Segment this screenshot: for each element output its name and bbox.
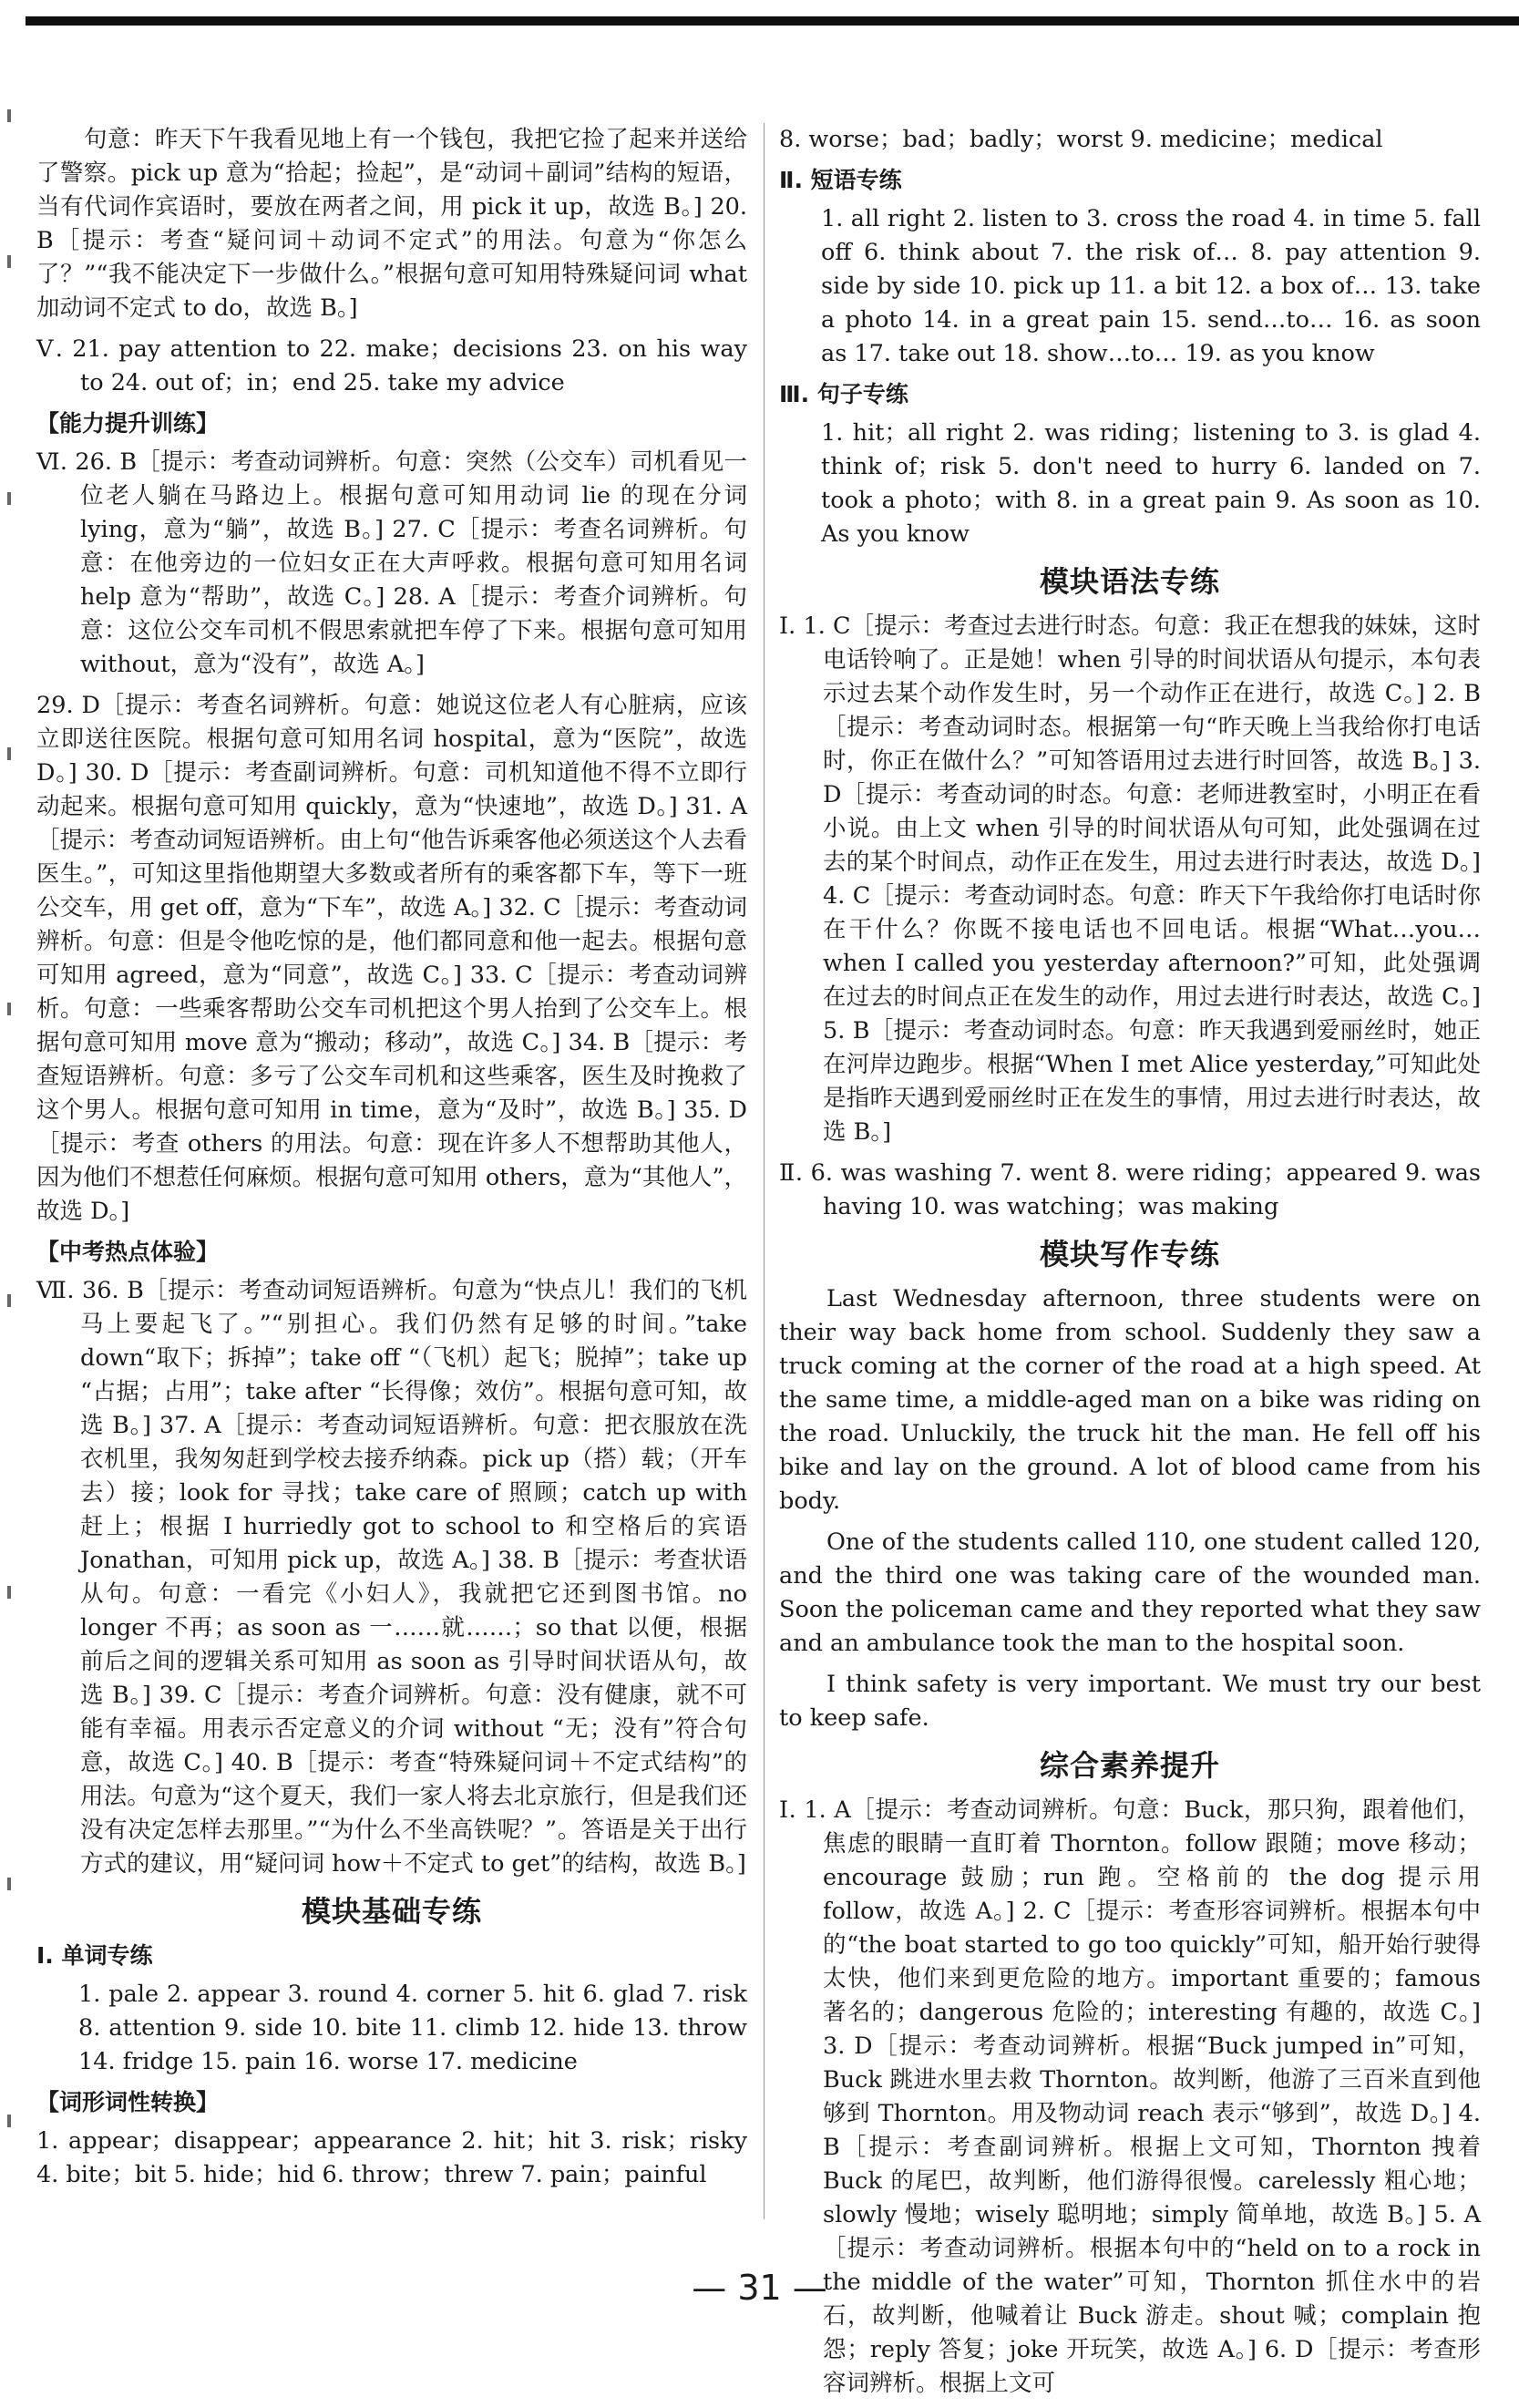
answer-section-vi: Ⅵ. 26. B［提示：考查动词辨析。句意：突然（公交车）司机看见一位老人躺在马路边上。根据句意可知用动词 lie 的现在分词 lying，意为“躺”，故选 B。] 27. C［提示：考查名词辨析。句意：在他旁边的一位妇女正在大声呼救。根据句意可知用名词 help 意为“帮助”，故选 C。] 28. A［提示：考查介词辨析。句意：这位公交车司机不假思索就把车停了下来。根据句意可知用 without，意为“没有”，故选 A。] [36,448,747,678]
column-divider [764,123,765,2219]
section-heading-word-forms: 【词形词性转换】 [36,2089,220,2115]
section-heading-sentences: Ⅲ. 句子专练 [779,381,908,407]
grammar-answers-i: Ⅰ. 1. C［提示：考查过去进行时态。句意：我正在想我的妹妹，这时电话铃响了。正是她！when 引导的时间状语从句提示，本句表示过去某个动作发生时，另一个动作正在进行，故选 C。] 2. B［提示：考查动词时态。根据第一句“昨天晚上当我给你打电话时，你正在做什么？”可知答语用过去进行时回答，故选 B。] 3. D［提示：考查动词的时态。句意：老师进教室时，小明正在看小说。由上文 when 引导的时间状语从句可知，此处强调在过去的某个时间点，动作正在发生，用过去进行时表达，故选 D。] 4. C［提示：考查动词时态。句意：昨天下午我给你打电话时你在干什么？你既不接电话也不回电话。根据“What…you…when I called you yesterday afternoon?”可知，此处强调在过去的时间点正在发生的动作，用过去进行时表达，故选 C。] 5. B［提示：考查动词时态。句意：昨天我遇到爱丽丝时，她正在河岸边跑步。根据“When I met Alice yesterday,”可知此处是指昨天遇到爱丽丝时正在发生的事情，用过去进行时表达，故选 B。] [779,612,1481,1146]
top-rule [26,16,1519,26]
grammar-answers-ii: Ⅱ. 6. was washing 7. went 8. were riding；appeared 9. was having 10. was watching；was making [779,1159,1481,1220]
module-heading-writing: 模块写作专练 [1039,1237,1220,1271]
essay-paragraph-2: One of the students called 110, one student called 120, and the third one was taking care of the wounded man. Soon the policeman came and they reported what they saw and an ambulance took the man to the hospital soon. [779,1528,1481,1657]
word-answers: 1. pale 2. appear 3. round 4. corner 5. hit 6. glad 7. risk 8. attention 9. side 10. bite 11. climb 12. hide 13. throw 14. fridge 15. pain 16. worse 17. medicine [78,1981,747,2075]
answer-section-vii: Ⅶ. 36. B［提示：考查动词短语辨析。句意为“快点儿！我们的飞机马上要起飞了。”“别担心。我们仍然有足够的时间。”take down“取下；拆掉”；take off “（飞机）起飞；脱掉”；take up “占据；占用”；take after “长得像；效仿”。根据句意可知，故选 B。] 37. A［提示：考查动词短语辨析。句意：把衣服放在洗衣机里，我匆匆赶到学校去接乔纳森。pick up（搭）载；（开车去）接；look for 寻找；take care of 照顾；catch up with 赶上；根据 I hurriedly got to school to 和空格后的宾语 Jonathan，可知用 pick up，故选 A。] 38. B［提示：考查状语从句。句意：一看完《小妇人》，我就把它还到图书馆。no longer 不再；as soon as 一……就……；so that 以便，根据前后之间的逻辑关系可知用 as soon as 引导时间状语从句，故选 B。] 39. C［提示：考查介词辨析。句意：没有健康，就不可能有幸福。用表示否定意义的介词 without “无；没有”符合句意，故选 C。] 40. B［提示：考查“特殊疑问词＋不定式结构”的用法。句意为“这个夏天，我们一家人将去北京旅行，但是我们还没有决定怎样去那里。”“为什么不坐高铁呢？”。答语是关于出行方式的建议，用“疑问词 how＋不定式 to get”的结构，故选 B。] [36,1277,747,1878]
answer-section-v: Ⅴ. 21. pay attention to 22. make；decisions 23. on his way to 24. out of；in；end 25. take my advice [36,335,747,396]
word-form-continued: 8. worse；bad；badly；worst 9. medicine；medical [779,126,1383,153]
left-column [36,123,747,2199]
section-heading-words: Ⅰ. 单词专练 [36,1942,153,1969]
page-number: — 31 — [692,2268,827,2308]
module-heading-grammar: 模块语法专练 [1039,564,1220,599]
answer-paragraph-29: 29. D［提示：考查名词辨析。句意：她说这位老人有心脏病，应该立即送往医院。根据句意可知用名词 hospital，意为“医院”，故选 D。] 30. D［提示：考查副词辨析。句意：司机知道他不得不立即行动起来。根据句意可知用 quickly，意为“快速地”，故选 D。] 31. A［提示：考查动词短语辨析。由上句“他告诉乘客他必须送这个人去看医生。”，可知这里指他期望大多数或者所有的乘客都下车，等下一班公交车，用 get off，意为“下车”，故选 A。] 32. C［提示：考查动词辨析。句意：但是令他吃惊的是，他们都同意和他一起去。根据句意可知用 agreed，意为“同意”，故选 C。] 33. C［提示：考查动词辨析。句意：一些乘客帮助公交车司机把这个男人抬到了公交车上。根据句意可知用 move 意为“搬动；移动”，故选 C。] 34. B［提示：考查短语辨析。句意：多亏了公交车司机和这些乘客，医生及时挽救了这个男人。根据句意可知用 in time，意为“及时”，故选 B。] 35. D［提示：考查 others 的用法。句意：现在许多人不想帮助其他人，因为他们不想惹任何麻烦。根据句意可知用 others，意为“其他人”，故选 D。] [36,692,747,1225]
comprehensive-answers: Ⅰ. 1. A［提示：考查动词辨析。句意：Buck，那只狗，跟着他们，焦虑的眼睛一直盯着 Thornton。follow 跟随；move 移动；encourage 鼓励；run 跑。空格前的 the dog 提示用 follow，故选 A。] 2. C［提示：考查形容词辨析。根据本句中的“the boat started to go too quickly”可知，船开始行驶得太快，他们来到更危险的地方。important 重要的；famous 著名的；dangerous 危险的；interesting 有趣的，故选 C。] 3. D［提示：考查动词辨析。根据“Buck jumped in”可知，Buck 跳进水里去救 Thornton。故判断，他游了三百米直到他够到 Thornton。用及物动词 reach 表示“够到”，故选 D。] 4. B［提示：考查副词辨析。根据上文可知，Thornton 拽着 Buck 的尾巴，故判断，他们游得很慢。carelessly 粗心地；slowly 慢地；wisely 聪明地；simply 简单地，故选 B。] 5. A［提示：考查动词辨析。根据本句中的“held on to a rock in the middle of the water”可知，Thornton 抓住水中的岩石，故判断，他喊着让 Buck 游走。shout 喊；complain 抱怨；reply 答复；joke 开玩笑，故选 A。] 6. D［提示：考查形容词辨析。根据上文可 [779,1796,1481,2397]
phrase-answers: 1. all right 2. listen to 3. cross the road 4. in time 5. fall off 6. think about 7. the risk of… 8. pay attention 9. side by side 10. pick up 11. a bit 12. a box of… 13. take a photo 14. in a great pain 15. send…to… 16. as soon as 17. take out 18. show…to… 19. as you know [821,205,1481,367]
answer-paragraph: 句意：昨天下午我看见地上有一个钱包，我把它捡了起来并送给了警察。pick up 意为“拾起；捡起”，是“动词＋副词”结构的短语，当有代词作宾语时，要放在两者之间，用 pick it up，故选 B。] 20. B［提示：考查“疑问词＋动词不定式”的用法。句意为“你怎么了？”“我不能决定下一步做什么。”根据句意可知用特殊疑问词 what 加动词不定式 to do，故选 B。] [36,126,747,322]
module-heading-comprehensive: 综合素养提升 [1039,1748,1220,1783]
section-heading-exam: 【中考热点体验】 [36,1239,220,1265]
word-form-answers: 1. appear；disappear；appearance 2. hit；hit 3. risk；risky 4. bite；bit 5. hide；hid 6. throw；threw 7. pain；painful [36,2127,747,2188]
essay-paragraph-3: I think safety is very important. We must try our best to keep safe. [779,1671,1481,1732]
sentence-answers: 1. hit；all right 2. was riding；listening to 3. is glad 4. think of；risk 5. don't need to hurry 6. landed on 7. took a photo；with 8. in a great pain 9. As soon as 10. As you know [821,419,1481,548]
section-heading-ability: 【能力提升训练】 [36,410,220,437]
right-column [779,123,1481,2408]
module-heading-basic: 模块基础专练 [301,1894,482,1929]
binding-margin-marks [4,109,16,2206]
essay-paragraph-1: Last Wednesday afternoon, three students were on their way back home from school. Suddenly they saw a truck coming at the corner of the road at a high speed. At the same time, a middle-aged man on a bike was riding on the road. Unluckily, the truck hit the man. He fell off his bike and lay on the ground. A lot of blood came from his body. [779,1285,1481,1515]
section-heading-phrases: Ⅱ. 短语专练 [779,167,902,193]
